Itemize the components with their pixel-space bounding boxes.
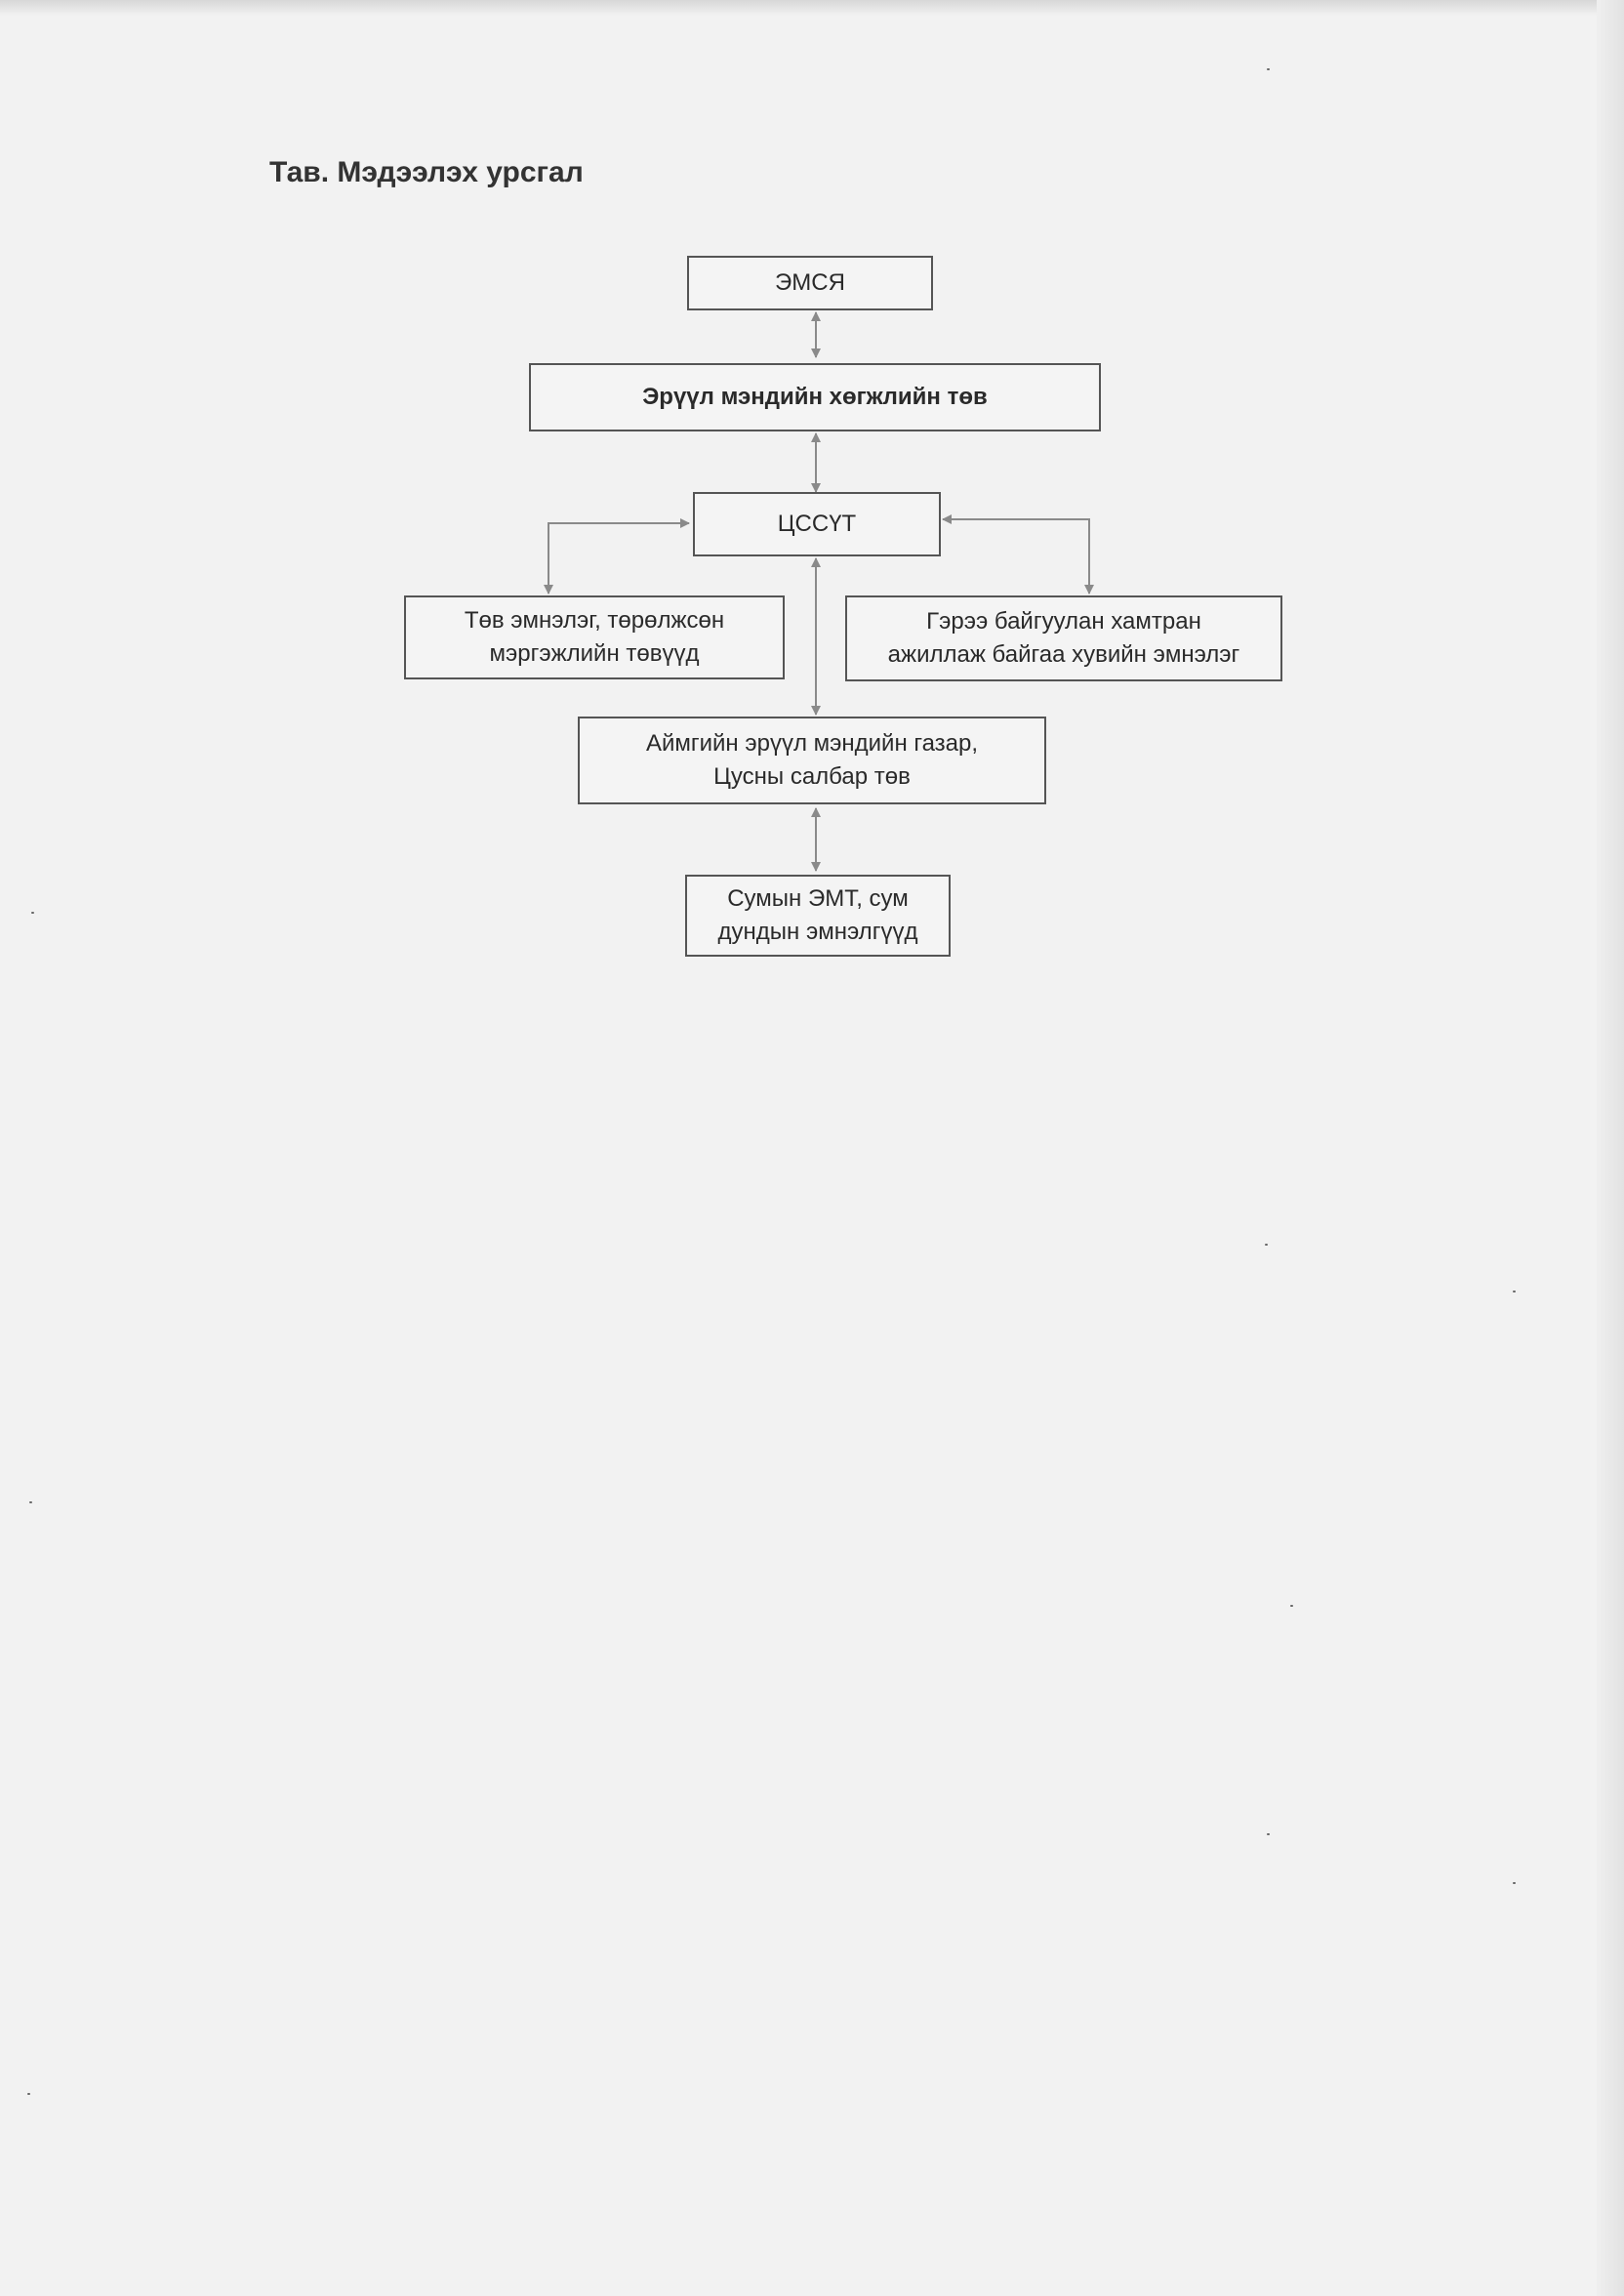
- node-aimag-label: Аймгийн эрүүл мэндийн газар, Цусны салбар төв: [645, 730, 979, 790]
- node-eruul-mend-hugjil: [529, 363, 1101, 431]
- scan-speck: [31, 912, 34, 914]
- page-title: Тав. Мэдээлэх урсгал: [269, 156, 584, 188]
- node-geree-hamtran: [845, 595, 1282, 681]
- scan-speck: [1265, 1244, 1268, 1246]
- arrow-tssut-geree: [943, 519, 1089, 594]
- scan-speck: [1267, 1833, 1270, 1835]
- scan-speck: [29, 1501, 32, 1503]
- node-tuv-emnelg: [404, 595, 785, 679]
- node-tuv-emnelg-label: Төв эмнэлэг, төрөлжсөн мэргэжлийн төвүүд: [464, 607, 725, 667]
- node-sum: [685, 875, 951, 957]
- arrow-tssut-tuv-emnelg: [548, 523, 689, 594]
- node-eruul-mend-hugjil-label: Эрүүл мэндийн хөгжлийн төв: [642, 384, 988, 410]
- node-aimag: [578, 717, 1046, 804]
- scan-speck: [27, 2093, 30, 2095]
- node-emcya: [687, 256, 933, 310]
- node-tssut: [693, 492, 941, 556]
- node-geree-hamtran-label: Гэрээ байгуулан хамтран ажиллаж байгаа хувийн эмнэлэг: [887, 608, 1240, 668]
- scan-speck: [1513, 1882, 1516, 1884]
- node-sum-label: Сумын ЭМТ, сум дундын эмнэлгүүд: [717, 885, 918, 945]
- node-tssut-label: ЦССҮТ: [777, 511, 857, 537]
- scan-speck: [1267, 68, 1270, 70]
- scan-speck: [1513, 1291, 1516, 1292]
- scan-speck: [1290, 1605, 1293, 1607]
- node-emcya-label: ЭМСЯ: [775, 269, 845, 296]
